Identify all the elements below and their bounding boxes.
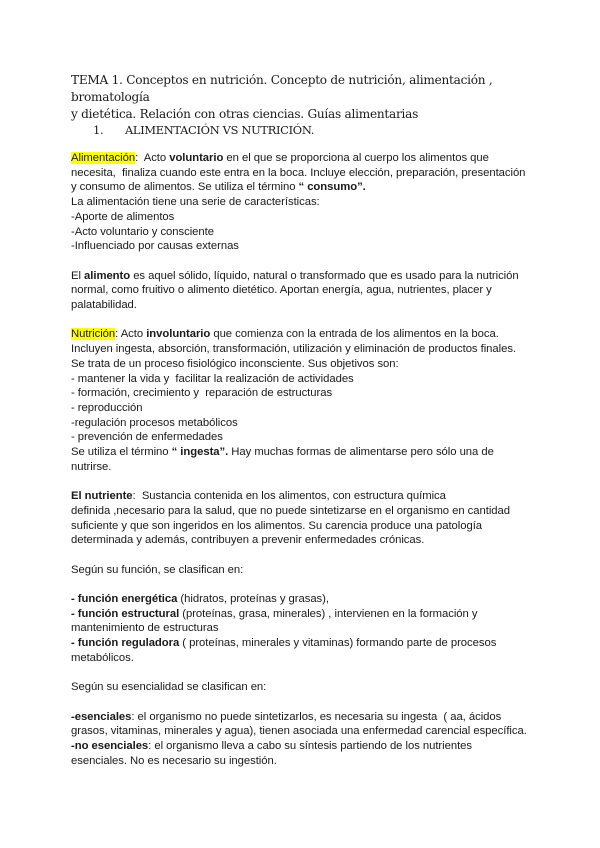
text-run: : el organismo lleva a cabo su síntesis partiendo de los nutrientes xyxy=(148,740,472,753)
text-line xyxy=(71,180,531,195)
bold-text: - función energética xyxy=(71,593,178,606)
bold-text: El nutriente xyxy=(71,490,133,503)
bold-text: “ ingesta”. xyxy=(171,446,229,459)
text-line: Según su esencialidad se clasifican en: xyxy=(71,681,267,694)
text-line: Incluyen ingesta, absorción, transformación, utilización y eliminación de productos finales. xyxy=(71,343,517,356)
bold-text: - función estructural xyxy=(71,607,180,620)
bold-text: involuntario xyxy=(146,328,211,341)
list-item xyxy=(71,607,531,622)
text-line: Según su función, se clasifican en: xyxy=(71,563,244,576)
list-item xyxy=(71,739,531,754)
title-line-2: y dietética. Relación con otras ciencias. Guías alimentarias xyxy=(71,107,419,121)
text-run: : Acto xyxy=(115,328,147,341)
text-line: metabólicos. xyxy=(71,651,134,664)
text-line xyxy=(71,489,531,504)
text-line xyxy=(71,269,531,284)
text-run: y consumo de alimentos. Se utiliza el término xyxy=(71,181,299,194)
text-line: Se trata de un proceso fisiológico inconsciente. Sus objetivos son: xyxy=(71,357,399,370)
highlighted-term: Nutrición xyxy=(71,328,116,341)
text-line: necesita, finaliza cuando este entra en la boca. Incluye elección, preparación, presentación xyxy=(71,166,526,179)
list-item: - prevención de enfermedades xyxy=(71,431,223,444)
text-run: Se utiliza el término xyxy=(71,446,172,459)
text-line: palatabilidad. xyxy=(71,299,137,312)
text-line: suficiente y que son ingeridos en los alimentos. Su carencia produce una patología xyxy=(71,519,483,532)
text-run: es aquel sólido, líquido, natural o transformado que es usado para la nutrición xyxy=(130,269,519,282)
bold-text: - función reguladora xyxy=(71,637,180,650)
section-number: 1. xyxy=(93,123,104,137)
paragraph-nutricion-line xyxy=(71,327,531,342)
list-item: - reproducción xyxy=(71,401,143,414)
text-run: : Sustancia contenida en los alimentos, con estructura química xyxy=(132,490,446,503)
text-line xyxy=(71,445,531,460)
text-run: ( proteínas, minerales y vitaminas) formando parte de procesos xyxy=(179,637,497,650)
title-line-1: TEMA 1. Conceptos en nutrición. Concepto de nutrición, alimentación , bromatología xyxy=(71,73,493,104)
paragraph-alimentacion-line xyxy=(71,151,531,166)
text-line: esenciales. No es necesario su ingestión. xyxy=(71,754,277,767)
document-body xyxy=(71,151,531,768)
text-line: definida ,necesario para la salud, que no puede sintetizarse en el organismo en cantidad xyxy=(71,504,510,517)
text-run: en el que se proporciona al cuerpo los alimentos que xyxy=(223,152,489,164)
document-title xyxy=(71,72,541,123)
text-run: : Acto xyxy=(135,152,170,164)
text-run: : el organismo no puede sintetizarlos, es necesaria su ingesta ( aa, ácidos xyxy=(131,710,502,723)
text-line: grasos, vitaminas, minerales y agua), tienen asociada una enfermedad carencial específica. xyxy=(71,725,527,738)
text-run: (hidratos, proteínas y grasas), xyxy=(177,593,329,606)
list-item: -regulación procesos metabólicos xyxy=(71,416,238,429)
bold-text: -no esenciales xyxy=(71,740,149,753)
bold-text: voluntario xyxy=(169,152,224,164)
text-run: (proteínas, grasa, minerales) , intervienen en la formación y xyxy=(179,607,478,620)
text-line: nutrirse. xyxy=(71,460,112,473)
list-item: -Influenciado por causas externas xyxy=(71,240,239,253)
list-item: -Acto voluntario y consciente xyxy=(71,225,214,238)
text-run: que comienza con la entrada de los alimentos en la boca. xyxy=(210,328,499,341)
text-run: Hay muchas formas de alimentarse pero sólo una de xyxy=(228,446,494,459)
text-line: mantenimiento de estructuras xyxy=(71,622,219,635)
text-line: La alimentación tiene una serie de características: xyxy=(71,196,320,209)
section-title: ALIMENTACIÓN VS NUTRICIÓN. xyxy=(125,123,315,137)
section-heading xyxy=(93,123,314,137)
list-item xyxy=(71,592,531,607)
text-line: determinada y además, contribuyen a prevenir enfermedades crónicas. xyxy=(71,534,425,547)
list-item: - mantener la vida y facilitar la realización de actividades xyxy=(71,372,354,385)
list-item: - formación, crecimiento y reparación de estructuras xyxy=(71,387,333,400)
bold-text: alimento xyxy=(84,269,131,282)
bold-text: “ consumo”. xyxy=(298,181,366,194)
list-item: -Aporte de alimentos xyxy=(71,210,175,223)
text-line: normal, como fruitivo o alimento dietético. Aportan energía, agua, nutrientes, placer y xyxy=(71,284,492,297)
text-run: El xyxy=(71,269,85,282)
highlighted-term: Alimentación xyxy=(71,152,136,164)
list-item xyxy=(71,710,531,725)
bold-text: -esenciales xyxy=(71,710,132,723)
list-item xyxy=(71,636,531,651)
